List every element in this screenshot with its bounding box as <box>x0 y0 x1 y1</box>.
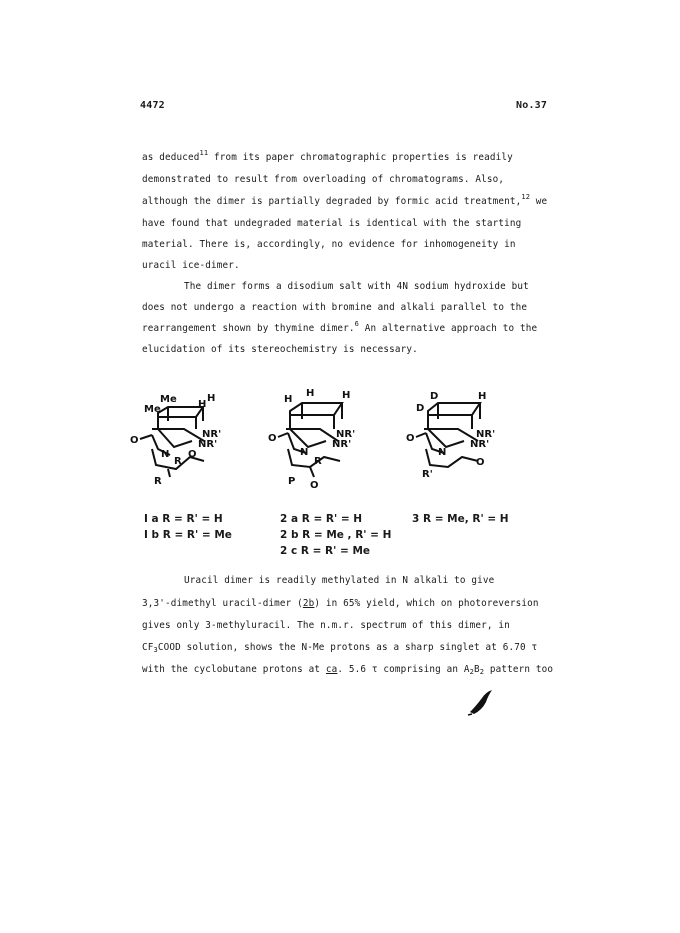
para3-line5: with the cyclobutane protons at ca. 5.6 τ comprising an $A_2B_2$ pattern too <box>142 664 554 676</box>
para1-line6: uracil ice-dimer. <box>142 260 240 271</box>
para1-line3: although the dimer is partially degraded by formic acid treatment,$^{12}$ we <box>142 193 548 207</box>
para2-line3: rearrangement shown by thymine dimer.$^6$ An alternative approach to the <box>142 320 538 334</box>
svg-text:R: R <box>154 476 162 487</box>
structure-2 <box>262 385 372 495</box>
label-2c: 2 c R = R' = Me <box>280 545 371 557</box>
svg-text:Me: Me <box>144 404 161 415</box>
svg-text:N: N <box>300 447 309 458</box>
svg-text:H: H <box>478 391 487 402</box>
svg-text:NR': NR' <box>332 439 352 450</box>
para1-line4: have found that undegraded material is identical with the starting <box>142 218 522 229</box>
svg-text:R: R <box>174 456 182 467</box>
svg-text:O: O <box>310 480 319 491</box>
svg-text:H: H <box>342 390 351 401</box>
label-3: 3 R = Me, R' = H <box>412 513 509 525</box>
svg-text:O: O <box>268 433 277 444</box>
para3-line4: $CF_3COOD$ solution, shows the N-Me protons as a sharp singlet at 6.70 τ <box>142 642 538 654</box>
svg-text:NR': NR' <box>470 439 490 450</box>
svg-text:R': R' <box>422 469 433 480</box>
label-2b: 2 b R = Me , R' = H <box>280 529 392 541</box>
svg-text:P: P <box>288 476 296 487</box>
svg-text:H: H <box>306 388 315 399</box>
para2-line1: The dimer forms a disodium salt with 4N sodium hydroxide but <box>184 281 529 292</box>
svg-text:NR': NR' <box>198 439 218 450</box>
structure-1a-1b <box>128 385 238 495</box>
svg-text:D: D <box>430 391 439 402</box>
svg-text:O: O <box>406 433 415 444</box>
para1-line1: as deduced$^{11}$ from its paper chromatographic properties is readily <box>142 149 513 163</box>
structure-3 <box>398 385 508 495</box>
svg-text:H: H <box>207 393 216 404</box>
svg-text:O: O <box>130 435 139 446</box>
para3-line2: 3,3'-dimethyl uracil-dimer (2b) in 65% yield, which on photoreversion <box>142 598 539 609</box>
label-1a: I a R = R' = H <box>144 513 223 525</box>
svg-text:H: H <box>198 399 207 410</box>
para2-line2: does not undergo a reaction with bromine and alkali parallel to the <box>142 302 528 313</box>
svg-text:R: R <box>314 456 322 467</box>
para3-line3: gives only 3-methyluracil. The n.m.r. spectrum of this dimer, in <box>142 620 510 631</box>
svg-text:N: N <box>438 447 447 458</box>
svg-text:D: D <box>416 403 425 414</box>
svg-text:O: O <box>188 449 197 460</box>
svg-text:NR': NR' <box>202 429 222 440</box>
label-2a: 2 a R = R' = H <box>280 513 363 525</box>
para1-line2: demonstrated to result from overloading of chromatograms. Also, <box>142 174 505 185</box>
svg-text:NR': NR' <box>336 429 356 440</box>
svg-text:NR': NR' <box>476 429 496 440</box>
svg-text:H: H <box>284 394 293 405</box>
para3-line1: Uracil dimer is readily methylated in N alkali to give <box>184 575 495 586</box>
journal-issue: No.37 <box>516 100 548 111</box>
label-1b: I b R = R' = Me <box>144 529 232 541</box>
continuation-mark-icon <box>466 688 496 716</box>
svg-text:N: N <box>161 449 170 460</box>
svg-text:Me: Me <box>160 394 177 405</box>
para1-line5: material. There is, accordingly, no evidence for inhomogeneity in <box>142 239 516 250</box>
page-number: 4472 <box>140 100 165 111</box>
svg-text:O: O <box>476 457 485 468</box>
para2-line4: elucidation of its stereochemistry is necessary. <box>142 344 418 355</box>
